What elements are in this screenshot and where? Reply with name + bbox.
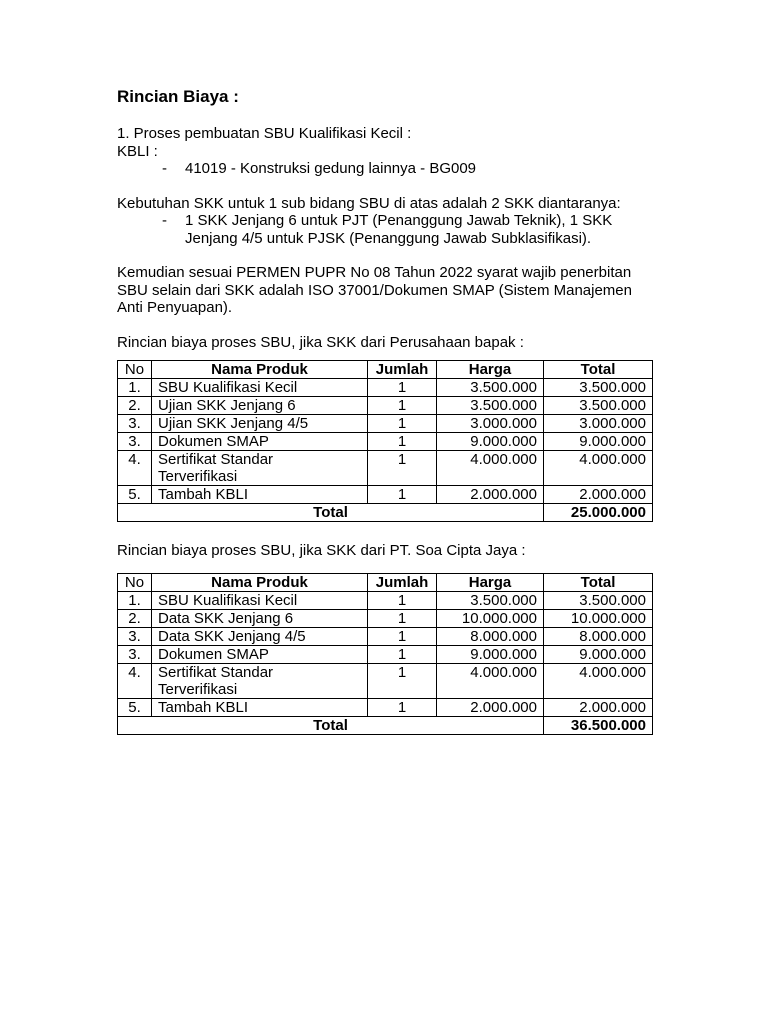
- cell-no: 5.: [118, 486, 152, 504]
- cell-nama: Ujian SKK Jenjang 4/5: [152, 415, 368, 433]
- permen-line1: Kemudian sesuai PERMEN PUPR No 08 Tahun 2022 syarat wajib penerbitan: [117, 264, 632, 281]
- cell-jumlah: 1: [368, 609, 437, 627]
- cell-nama: Ujian SKK Jenjang 6: [152, 397, 368, 415]
- cell-harga: 3.500.000: [437, 591, 544, 609]
- cell-harga: 3.500.000: [437, 379, 544, 397]
- total-label: Total: [118, 716, 544, 734]
- table-row: [118, 591, 653, 609]
- document-page: [117, 86, 652, 735]
- cell-harga: 3.000.000: [437, 415, 544, 433]
- cell-harga: 9.000.000: [437, 645, 544, 663]
- total-value: 25.000.000: [544, 504, 653, 522]
- cell-jumlah: 1: [368, 451, 437, 486]
- cell-no: 5.: [118, 698, 152, 716]
- col-header-no: No: [118, 573, 152, 591]
- cell-no: 1.: [118, 591, 152, 609]
- col-header-total: Total: [544, 573, 653, 591]
- cell-no: 4.: [118, 451, 152, 486]
- page-title: Rincian Biaya :: [117, 87, 239, 106]
- cell-jumlah: 1: [368, 698, 437, 716]
- bullet-dash: -: [162, 212, 167, 229]
- table-total-row: [118, 716, 653, 734]
- table-row: [118, 698, 653, 716]
- col-header-no: No: [118, 361, 152, 379]
- kbli-label: KBLI :: [117, 142, 158, 160]
- cell-nama: SBU Kualifikasi Kecil: [152, 591, 368, 609]
- col-header-harga: Harga: [437, 573, 544, 591]
- table-header-row: [118, 573, 653, 591]
- cell-jumlah: 1: [368, 486, 437, 504]
- table-total-row: [118, 504, 653, 522]
- cell-total: 8.000.000: [544, 627, 653, 645]
- cell-total: 4.000.000: [544, 663, 653, 698]
- cell-nama: SBU Kualifikasi Kecil: [152, 379, 368, 397]
- cell-total: 3.000.000: [544, 415, 653, 433]
- col-header-jumlah: Jumlah: [368, 361, 437, 379]
- table-row: [118, 415, 653, 433]
- table1-caption: Rincian biaya proses SBU, jika SKK dari Perusahaan bapak :: [117, 333, 524, 351]
- permen-line3: Anti Penyuapan).: [117, 299, 233, 316]
- cell-harga: 4.000.000: [437, 663, 544, 698]
- cell-total: 3.500.000: [544, 379, 653, 397]
- table-row: [118, 645, 653, 663]
- kbli-item: [117, 160, 652, 178]
- cell-nama-line2: Terverifikasi: [158, 680, 238, 698]
- skk-item: [117, 212, 652, 247]
- table2-caption: Rincian biaya proses SBU, jika SKK dari PT. Soa Cipta Jaya :: [117, 542, 526, 559]
- cell-nama: Dokumen SMAP: [152, 645, 368, 663]
- cell-nama: [152, 663, 368, 698]
- table-row: [118, 663, 653, 698]
- cell-harga: 4.000.000: [437, 451, 544, 486]
- section-heading: 1. Proses pembuatan SBU Kualifikasi Kecil :: [117, 125, 412, 142]
- table-row: [118, 486, 653, 504]
- cell-total: 3.500.000: [544, 591, 653, 609]
- cell-no: 3.: [118, 627, 152, 645]
- cell-no: 3.: [118, 415, 152, 433]
- total-value: 36.500.000: [544, 716, 653, 734]
- cell-jumlah: 1: [368, 433, 437, 451]
- cell-total: 9.000.000: [544, 433, 653, 451]
- table-row: [118, 397, 653, 415]
- cell-jumlah: 1: [368, 591, 437, 609]
- table-row: [118, 379, 653, 397]
- cell-jumlah: 1: [368, 663, 437, 698]
- cell-no: 4.: [118, 663, 152, 698]
- cell-no: 2.: [118, 397, 152, 415]
- cell-no: 3.: [118, 433, 152, 451]
- cost-table-1: [117, 360, 653, 522]
- cell-total: 10.000.000: [544, 609, 653, 627]
- cell-no: 1.: [118, 379, 152, 397]
- skk-item-line2: Jenjang 4/5 untuk PJSK (Penanggung Jawab Subklasifikasi).: [185, 229, 592, 247]
- cell-nama: [152, 451, 368, 486]
- cell-no: 2.: [118, 609, 152, 627]
- col-header-total: Total: [544, 361, 653, 379]
- col-header-jumlah: Jumlah: [368, 573, 437, 591]
- cell-total: 2.000.000: [544, 486, 653, 504]
- table-header-row: [118, 361, 653, 379]
- cell-harga: 9.000.000: [437, 433, 544, 451]
- cell-jumlah: 1: [368, 397, 437, 415]
- table-row: [118, 451, 653, 486]
- cell-total: 4.000.000: [544, 451, 653, 486]
- cell-harga: 2.000.000: [437, 486, 544, 504]
- table-row: [118, 627, 653, 645]
- cost-table-2: [117, 573, 653, 735]
- table-row: [118, 609, 653, 627]
- col-header-harga: Harga: [437, 361, 544, 379]
- cell-total: 2.000.000: [544, 698, 653, 716]
- cell-harga: 8.000.000: [437, 627, 544, 645]
- cell-no: 3.: [118, 645, 152, 663]
- skk-item-line1: 1 SKK Jenjang 6 untuk PJT (Penanggung Jawab Teknik), 1 SKK: [185, 212, 613, 229]
- cell-nama: Data SKK Jenjang 6: [152, 609, 368, 627]
- col-header-nama: Nama Produk: [152, 361, 368, 379]
- cell-nama: Tambah KBLI: [152, 698, 368, 716]
- cell-harga: 2.000.000: [437, 698, 544, 716]
- table-row: [118, 433, 653, 451]
- cell-harga: 10.000.000: [437, 609, 544, 627]
- cell-jumlah: 1: [368, 627, 437, 645]
- cell-nama: Dokumen SMAP: [152, 433, 368, 451]
- cell-nama: Tambah KBLI: [152, 486, 368, 504]
- kbli-item-text: 41019 - Konstruksi gedung lainnya - BG009: [185, 160, 477, 177]
- total-label: Total: [118, 504, 544, 522]
- cell-jumlah: 1: [368, 645, 437, 663]
- bullet-dash: -: [162, 160, 167, 177]
- cell-nama-line2: Terverifikasi: [158, 468, 238, 485]
- cell-nama-line1: Sertifikat Standar: [158, 663, 274, 681]
- col-header-nama: Nama Produk: [152, 573, 368, 591]
- cell-jumlah: 1: [368, 379, 437, 397]
- cell-jumlah: 1: [368, 415, 437, 433]
- permen-line2: SBU selain dari SKK adalah ISO 37001/Dokumen SMAP (Sistem Manajemen: [117, 281, 632, 299]
- cell-nama-line1: Sertifikat Standar: [158, 451, 274, 468]
- cell-nama: Data SKK Jenjang 4/5: [152, 627, 368, 645]
- cell-total: 9.000.000: [544, 645, 653, 663]
- cell-harga: 3.500.000: [437, 397, 544, 415]
- skk-intro: Kebutuhan SKK untuk 1 sub bidang SBU di atas adalah 2 SKK diantaranya:: [117, 194, 621, 212]
- cell-total: 3.500.000: [544, 397, 653, 415]
